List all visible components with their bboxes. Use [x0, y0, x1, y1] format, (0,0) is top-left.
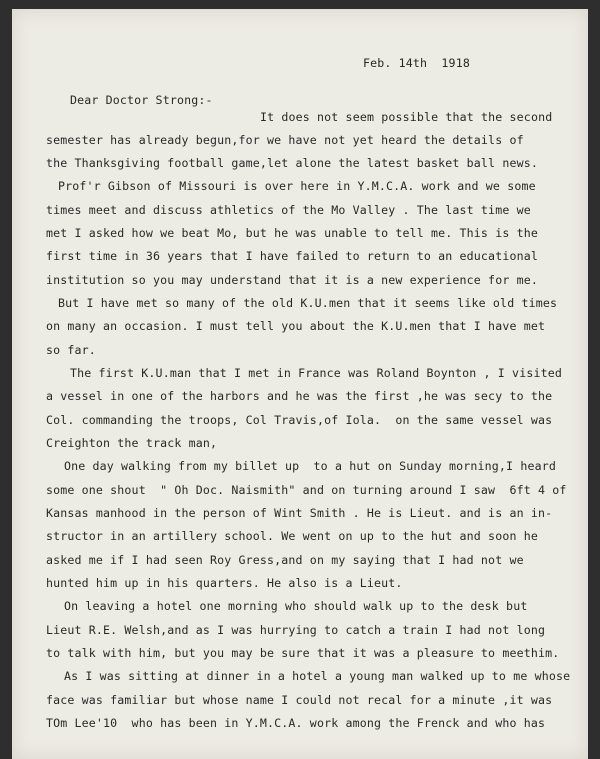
letter-line: On leaving a hotel one morning who should walk up to the desk but: [64, 599, 528, 613]
letter-line: structor in an artillery school. We went on up to the hut and soon he: [46, 529, 538, 543]
letter-line: face was familiar but whose name I could not recal for a minute ,it was: [46, 693, 553, 707]
letter-line: One day walking from my billet up to a hut on Sunday morning,I heard: [64, 459, 556, 473]
letter-line: Prof'r Gibson of Missouri is over here in Y.M.C.A. work and we some: [58, 179, 536, 193]
letter-line: Kansas manhood in the person of Wint Smith . He is Lieut. and is an in-: [46, 506, 553, 520]
letter-line: Lieut R.E. Welsh,and as I was hurrying to catch a train I had not long: [46, 623, 546, 637]
letter-line: Creighton the track man,: [46, 436, 218, 450]
letter-line: As I was sitting at dinner in a hotel a young man walked up to me whose: [64, 669, 571, 683]
letter-line: asked me if I had seen Roy Gress,and on my saying that I had not we: [46, 553, 524, 567]
letter-line: the Thanksgiving football game,let alone the latest basket ball news.: [46, 156, 538, 170]
letter-salutation: Dear Doctor Strong:-: [70, 93, 213, 107]
letter-line: TOm Lee'10 who has been in Y.M.C.A. work among the Frenck and who has: [46, 716, 546, 730]
letter-line: institution so you may understand that it is a new experience for me.: [46, 273, 538, 287]
letter-date: Feb. 14th 1918: [363, 56, 470, 70]
letter-line: so far.: [46, 343, 96, 357]
letter-line: hunted him up in his quarters. He also is a Lieut.: [46, 576, 403, 590]
letter-line: semester has already begun,for we have not yet heard the details of: [46, 133, 524, 147]
letter-line: to talk with him, but you may be sure that it was a pleasure to meethim.: [46, 646, 560, 660]
letter-line: met I asked how we beat Mo, but he was unable to tell me. This is the: [46, 226, 538, 240]
letter-line: The first K.U.man that I met in France was Roland Boynton , I visited: [70, 366, 562, 380]
letter-line: on many an occasion. I must tell you about the K.U.men that I have met: [46, 319, 546, 333]
letter-line: It does not seem possible that the second: [260, 110, 553, 124]
letter-line: a vessel in one of the harbors and he was the first ,he was secy to the: [46, 389, 553, 403]
letter-line: Col. commanding the troops, Col Travis,of Iola. on the same vessel was: [46, 413, 553, 427]
letter-line: times meet and discuss athletics of the Mo Valley . The last time we: [46, 203, 531, 217]
letter-line: But I have met so many of the old K.U.men that it seems like old times: [58, 296, 558, 310]
letter-line: first time in 36 years that I have failed to return to an educational: [46, 249, 538, 263]
letter-line: some one shout " Oh Doc. Naismith" and on turning around I saw 6ft 4 of: [46, 483, 567, 497]
letter-page: [12, 9, 588, 759]
